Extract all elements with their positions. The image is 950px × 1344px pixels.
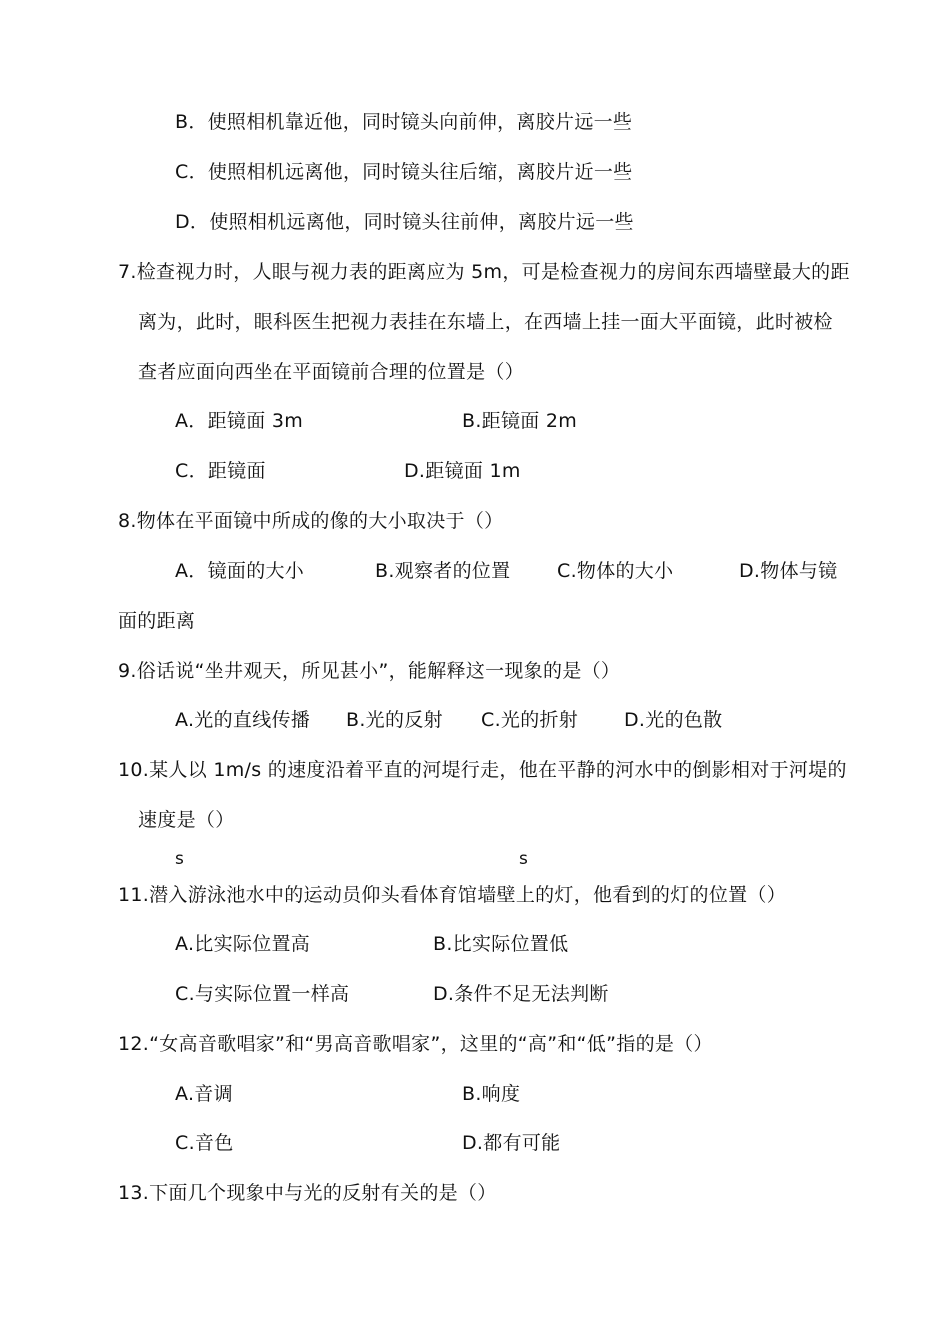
q12-option-d: D.都有可能 (462, 1132, 561, 1154)
q10-option-fragment-2: s (519, 849, 529, 869)
q10-stem-line1: 10.某人以 1m/s 的速度沿着平直的河堤行走，他在平静的河水中的倒影相对于河堤的 (118, 759, 847, 781)
q11-option-c: C.与实际位置一样高 (175, 983, 350, 1005)
q7-stem-line1: 7.检查视力时，人眼与视力表的距离应为 5m，可是检查视力的房间东西墙壁最大的距 (118, 261, 850, 283)
q12-option-c: C.音色 (175, 1132, 234, 1154)
q6-option-d: D．使照相机远离他，同时镜头往前伸，离胶片远一些 (175, 211, 634, 233)
q12-option-a: A.音调 (175, 1083, 233, 1105)
q9-option-a: A.光的直线传播 (175, 709, 311, 731)
q6-option-b: B．使照相机靠近他，同时镜头向前伸，离胶片远一些 (175, 111, 633, 133)
q8-option-c: C.物体的大小 (557, 560, 674, 582)
q8-option-a: A．镜面的大小 (175, 560, 305, 582)
q8-option-b: B.观察者的位置 (375, 560, 511, 582)
q6-option-c: C．使照相机远离他，同时镜头往后缩，离胶片近一些 (175, 161, 633, 183)
q12-stem: 12.“女高音歌唱家”和“男高音歌唱家”，这里的“高”和“低”指的是（） (118, 1033, 713, 1055)
q11-option-b: B.比实际位置低 (433, 933, 569, 955)
q8-stem: 8.物体在平面镜中所成的像的大小取决于（） (118, 510, 504, 532)
q8-option-d: D.物体与镜 (739, 560, 838, 582)
q7-option-b: B.距镜面 2m (462, 410, 578, 432)
q7-option-c: C．距镜面 (175, 460, 266, 482)
q11-option-a: A.比实际位置高 (175, 933, 311, 955)
q7-option-d: D.距镜面 1m (404, 460, 521, 482)
q11-option-d: D.条件不足无法判断 (433, 983, 609, 1005)
q8-option-d-continued: 面的距离 (118, 610, 196, 632)
q12-option-b: B.响度 (462, 1083, 521, 1105)
q7-stem-line2: 离为，此时，眼科医生把视力表挂在东墙上，在西墙上挂一面大平面镜，此时被检 (138, 311, 833, 333)
q9-option-b: B.光的反射 (346, 709, 443, 731)
q7-stem-line3: 查者应面向西坐在平面镜前合理的位置是（） (138, 361, 525, 383)
q9-option-c: C.光的折射 (481, 709, 579, 731)
q9-option-d: D.光的色散 (624, 709, 723, 731)
q10-option-fragment-1: s (175, 849, 185, 869)
q11-stem: 11.潜入游泳池水中的运动员仰头看体育馆墙壁上的灯，他看到的灯的位置（） (118, 884, 787, 906)
q7-option-a: A．距镜面 3m (175, 410, 304, 432)
q9-stem: 9.俗话说“坐井观天，所见甚小”，能解释这一现象的是（） (118, 660, 621, 682)
q10-stem-line2: 速度是（） (138, 809, 235, 831)
q13-stem: 13.下面几个现象中与光的反射有关的是（） (118, 1182, 497, 1204)
